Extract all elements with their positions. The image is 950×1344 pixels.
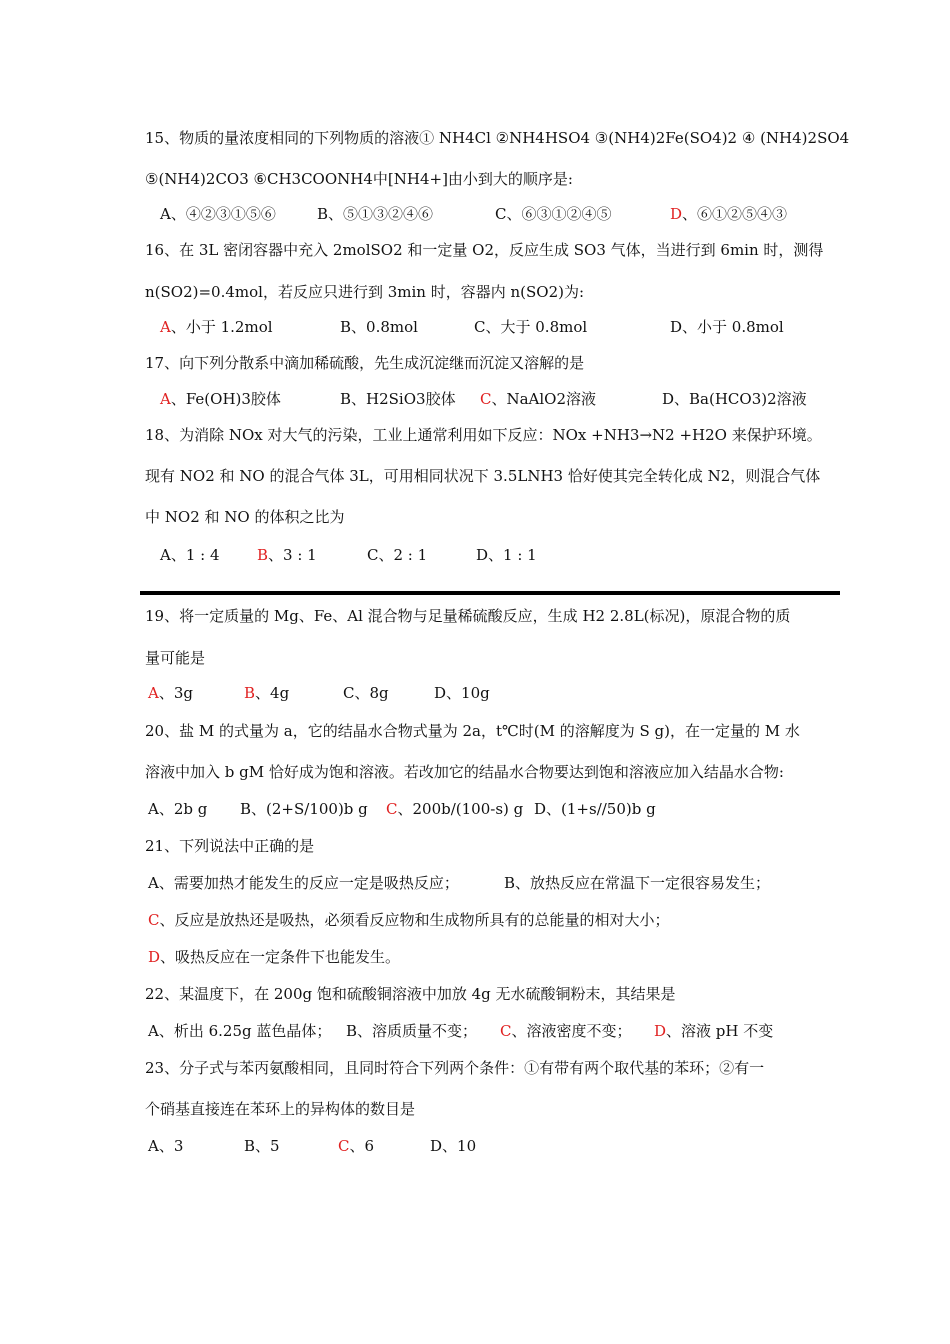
q23-option-c: C、6 bbox=[338, 1137, 375, 1155]
q20-line1: 20、盐 M 的式量为 a，它的结晶水合物式量为 2a，t℃时(M 的溶解度为 S g)，在一定量的 M 水 bbox=[145, 722, 800, 740]
q23-line2: 个硝基直接连在苯环上的异构体的数目是 bbox=[145, 1100, 416, 1118]
q16-option-c: C、大于 0.8mol bbox=[474, 318, 588, 336]
q15-option-d: D、⑥①②⑤④③ bbox=[670, 205, 788, 223]
q20-option-c: C、200b/(100-s) g bbox=[386, 800, 524, 818]
q23-option-d: D、10 bbox=[430, 1137, 477, 1155]
q16-line1: 16、在 3L 密闭容器中充入 2molSO2 和一定量 O2，反应生成 SO3 气体，当进行到 6min 时，测得 bbox=[145, 241, 824, 259]
q23-line1: 23、分子式与苯丙氨酸相同，且同时符合下列两个条件：①有带有两个取代基的苯环；②有一 bbox=[145, 1059, 765, 1077]
q18-line2: 现有 NO2 和 NO 的混合气体 3L，可用相同状况下 3.5LNH3 恰好使其完全转化成 N2，则混合气体 bbox=[145, 467, 821, 485]
q16-line2: n(SO2)=0.4mol，若反应只进行到 3min 时，容器内 n(SO2)为: bbox=[145, 283, 585, 301]
q19-option-c: C、8g bbox=[343, 684, 389, 702]
q22-option-d: D、溶液 pH 不变 bbox=[654, 1022, 774, 1040]
q15-option-b: B、⑤①③②④⑥ bbox=[317, 205, 434, 223]
q23-option-a: A、3 bbox=[148, 1137, 184, 1155]
q16-option-a: A、小于 1.2mol bbox=[160, 318, 273, 336]
q22-option-a: A、析出 6.25g 蓝色晶体； bbox=[148, 1022, 332, 1040]
q18-option-d: D、1 : 1 bbox=[476, 546, 537, 564]
q22-option-b: B、溶质质量不变； bbox=[346, 1022, 478, 1040]
section-divider bbox=[140, 591, 840, 595]
q15-line1: 15、物质的量浓度相同的下列物质的溶液① NH4Cl ②NH4HSO4 ③(NH4)2Fe(SO4)2 ④ (NH4)2SO4 bbox=[145, 129, 850, 147]
q18-option-c: C、2 : 1 bbox=[367, 546, 428, 564]
q19-option-b: B、4g bbox=[244, 684, 290, 702]
q18-line3: 中 NO2 和 NO 的体积之比为 bbox=[145, 508, 345, 526]
q23-option-b: B、5 bbox=[244, 1137, 280, 1155]
q18-line1: 18、为消除 NOx 对大气的污染，工业上通常利用如下反应：NOx +NH3→N2 +H2O 来保护环境。 bbox=[145, 426, 822, 444]
q21-option-d: D、吸热反应在一定条件下也能发生。 bbox=[148, 948, 401, 966]
q21-option-a: A、需要加热才能发生的反应一定是吸热反应； bbox=[148, 874, 459, 892]
q17-option-d: D、Ba(HCO3)2溶液 bbox=[662, 390, 807, 408]
q16-option-b: B、0.8mol bbox=[340, 318, 418, 336]
q17-option-c: C、NaAlO2溶液 bbox=[480, 390, 597, 408]
q22-option-c: C、溶液密度不变； bbox=[500, 1022, 632, 1040]
q19-option-d: D、10g bbox=[434, 684, 490, 702]
q20-option-a: A、2b g bbox=[148, 800, 208, 818]
q19-line2: 量可能是 bbox=[145, 649, 206, 667]
q17-option-b: B、H2SiO3胶体 bbox=[340, 390, 456, 408]
q21-option-c: C、反应是放热还是吸热，必须看反应物和生成物所具有的总能量的相对大小； bbox=[148, 911, 670, 929]
q15-option-c: C、⑥③①②④⑤ bbox=[495, 205, 612, 223]
q20-line2: 溶液中加入 b gM 恰好成为饱和溶液。若改加它的结晶水合物要达到饱和溶液应加入结晶水合物: bbox=[145, 763, 784, 781]
q21-line1: 21、下列说法中正确的是 bbox=[145, 837, 315, 855]
q15-option-a: A、④②③①⑤⑥ bbox=[160, 205, 276, 223]
q22-line1: 22、某温度下，在 200g 饱和硫酸铜溶液中加放 4g 无水硫酸铜粉末，其结果是 bbox=[145, 985, 676, 1003]
q19-option-a: A、3g bbox=[148, 684, 193, 702]
q17-line1: 17、向下列分散系中滴加稀硫酸，先生成沉淀继而沉淀又溶解的是 bbox=[145, 354, 585, 372]
q20-option-d: D、(1+s//50)b g bbox=[534, 800, 656, 818]
q20-option-b: B、(2+S/100)b g bbox=[240, 800, 368, 818]
q15-line2: ⑤(NH4)2CO3 ⑥CH3COONH4中[NH4+]由小到大的顺序是: bbox=[145, 170, 573, 188]
q18-option-a: A、1 : 4 bbox=[160, 546, 220, 564]
q16-option-d: D、小于 0.8mol bbox=[670, 318, 784, 336]
q21-option-b: B、放热反应在常温下一定很容易发生； bbox=[504, 874, 771, 892]
q18-option-b: B、3 : 1 bbox=[257, 546, 317, 564]
q19-line1: 19、将一定质量的 Mg、Fe、Al 混合物与足量稀硫酸反应，生成 H2 2.8L(标况)，原混合物的质 bbox=[145, 607, 791, 625]
q17-option-a: A、Fe(OH)3胶体 bbox=[160, 390, 281, 408]
